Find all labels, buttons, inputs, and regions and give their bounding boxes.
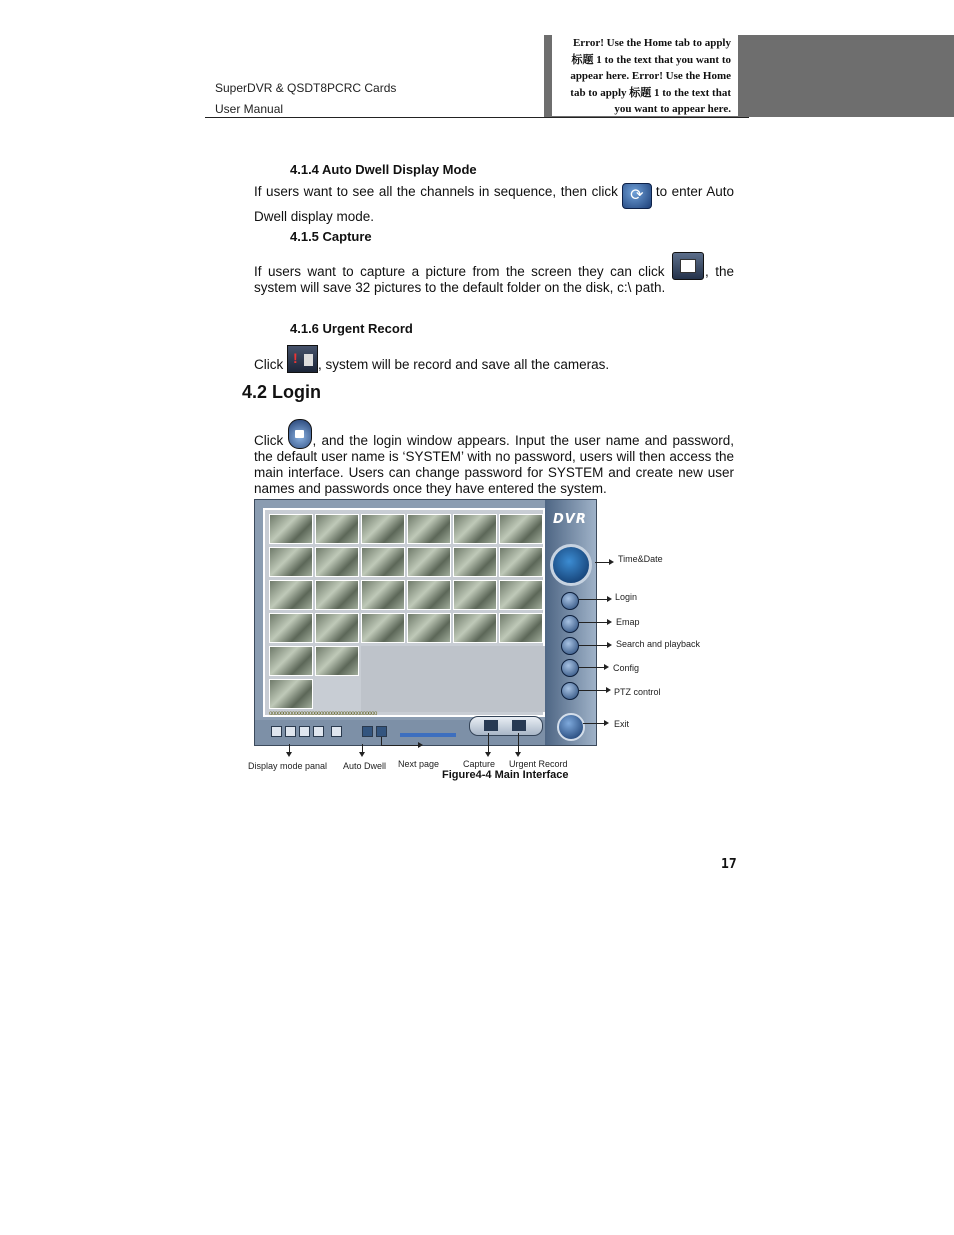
camera-thumbnail [453, 514, 497, 544]
header-title [215, 78, 396, 120]
ptz-control-icon [561, 682, 579, 700]
header-title-line1: SuperDVR & QSDT8PCRC Cards [215, 81, 397, 95]
camera-thumbnail [361, 514, 405, 544]
next-page-icon [376, 726, 387, 737]
vline-capture [488, 733, 489, 754]
camera-thumbnail [315, 646, 359, 676]
arrowhead-time-date [609, 559, 614, 565]
callout-exit: Exit [614, 719, 630, 729]
para-4-1-5: If users want to capture a picture from the screen they can click , the system will save 32 pictures to the default folder on the disk, c:\ path. [254, 252, 734, 296]
camera-thumbnail [407, 514, 451, 544]
config-icon [561, 659, 579, 677]
camera-thumbnail [407, 547, 451, 577]
arrow-emap [579, 622, 608, 623]
camera-thumbnail [407, 580, 451, 610]
figure-caption: Figure4-4 Main Interface [442, 769, 569, 781]
camera-thumbnail [269, 547, 313, 577]
arrow-ptz [579, 690, 607, 691]
display-mode-1-icon [271, 726, 282, 737]
urgent-record-small-icon [512, 720, 526, 731]
camera-thumbnail [407, 613, 451, 643]
emap-icon [561, 615, 579, 633]
camera-thumbnail [269, 679, 313, 709]
search-playback-icon [561, 637, 579, 655]
camera-thumbnail [453, 613, 497, 643]
callout-next-page: Next page [398, 759, 440, 769]
arrowhead-ptz [606, 687, 611, 693]
capture-icon [672, 252, 704, 280]
hline-next-page [381, 745, 419, 746]
arrowhead-search-playback [607, 642, 612, 648]
exit-icon [557, 713, 585, 741]
callout-emap: Emap [616, 617, 640, 627]
vhead-display-mode [286, 752, 292, 757]
arrowhead-exit [604, 720, 609, 726]
urgent-record-icon [287, 345, 318, 373]
header-rule [205, 117, 749, 118]
camera-thumbnail [361, 580, 405, 610]
progress-bar [400, 733, 456, 737]
callout-time-date: Time&Date [618, 554, 663, 564]
camera-thumbnail [499, 514, 543, 544]
camera-thumbnail [315, 580, 359, 610]
arrow-exit [583, 723, 605, 724]
camera-thumbnail [361, 613, 405, 643]
heading-4-1-4: 4.1.4 Auto Dwell Display Mode [290, 162, 477, 177]
camera-thumbnail [499, 547, 543, 577]
auto-dwell-small-icon [362, 726, 373, 737]
camera-thumbnail [269, 580, 313, 610]
camera-thumbnail [453, 547, 497, 577]
video-grid-frame [263, 508, 545, 717]
header-title-line2: User Manual [215, 102, 284, 116]
login-lock-icon [288, 419, 312, 449]
auto-dwell-icon: ⟳ [622, 183, 652, 209]
callout-search-playback: Search and playback [616, 639, 701, 649]
callout-auto-dwell: Auto Dwell [343, 761, 387, 771]
arrow-login [579, 599, 608, 600]
arrow-config [579, 667, 605, 668]
display-mode-3-icon [299, 726, 310, 737]
arrowhead-login [607, 596, 612, 602]
callout-ptz-control: PTZ control [614, 687, 661, 697]
callout-login: Login [615, 592, 638, 602]
arrow-search-playback [579, 645, 608, 646]
camera-thumbnail [315, 547, 359, 577]
page-number: 17 [721, 857, 737, 872]
para-4-1-4: If users want to see all the channels in sequence, then click ⟳ to enter Auto Dwell display mode. [254, 184, 734, 224]
capture-record-pill [469, 716, 543, 736]
heading-4-1-6: 4.1.6 Urgent Record [290, 321, 413, 336]
display-mode-4-icon [313, 726, 324, 737]
main-interface-figure [254, 499, 597, 746]
display-mode-5-icon [331, 726, 342, 737]
callout-config: Config [613, 663, 640, 673]
callout-capture: Capture [463, 759, 496, 769]
camera-thumbnail [499, 613, 543, 643]
callout-display-mode: Display mode panal [248, 761, 328, 771]
capture-small-icon [484, 720, 498, 731]
dvr-logo: DVR [553, 512, 587, 527]
vline-urgent-record [518, 733, 519, 754]
login-icon [561, 592, 579, 610]
heading-4-2: 4.2 Login [242, 382, 322, 402]
empty-grid-area [361, 646, 545, 712]
camera-thumbnail [315, 613, 359, 643]
camera-thumbnail [361, 547, 405, 577]
para-4-1-6: Click ! , system will be record and save all the cameras. [254, 345, 734, 373]
para-4-2: Click , and the login window appears. Input the user name and password, the default user name is ‘SYSTEM’ with no password, users will then access the main interface. Users can change password for SYSTEM and create new user names and passwords once they have entered the system. [254, 419, 734, 497]
arrowhead-config [604, 664, 609, 670]
camera-thumbnail [269, 514, 313, 544]
camera-thumbnail [499, 580, 543, 610]
vhead-auto-dwell [359, 752, 365, 757]
channel-indicator-row: oooooooooooooooooooooooooooooooooooooo [269, 711, 377, 717]
camera-thumbnail [269, 613, 313, 643]
arrowhead-emap [607, 619, 612, 625]
vhead-capture [485, 752, 491, 757]
time-date-clock [550, 544, 592, 586]
header-error-text: Error! Use the Home tab to apply 标题 1 to the text that you want to appear here. Error! Use the Home tab to apply 标题 1 to the text that you want to appear here. [570, 37, 731, 116]
vhead-urgent-record [515, 752, 521, 757]
camera-thumbnail [269, 646, 313, 676]
camera-thumbnail [315, 514, 359, 544]
vline-next-page [381, 737, 382, 745]
camera-thumbnail [453, 580, 497, 610]
channel-grid [269, 514, 543, 712]
callout-urgent-record: Urgent Record [509, 759, 568, 769]
display-mode-2-icon [285, 726, 296, 737]
heading-4-1-5: 4.1.5 Capture [290, 229, 372, 244]
arrowhead-next-page [418, 742, 423, 748]
